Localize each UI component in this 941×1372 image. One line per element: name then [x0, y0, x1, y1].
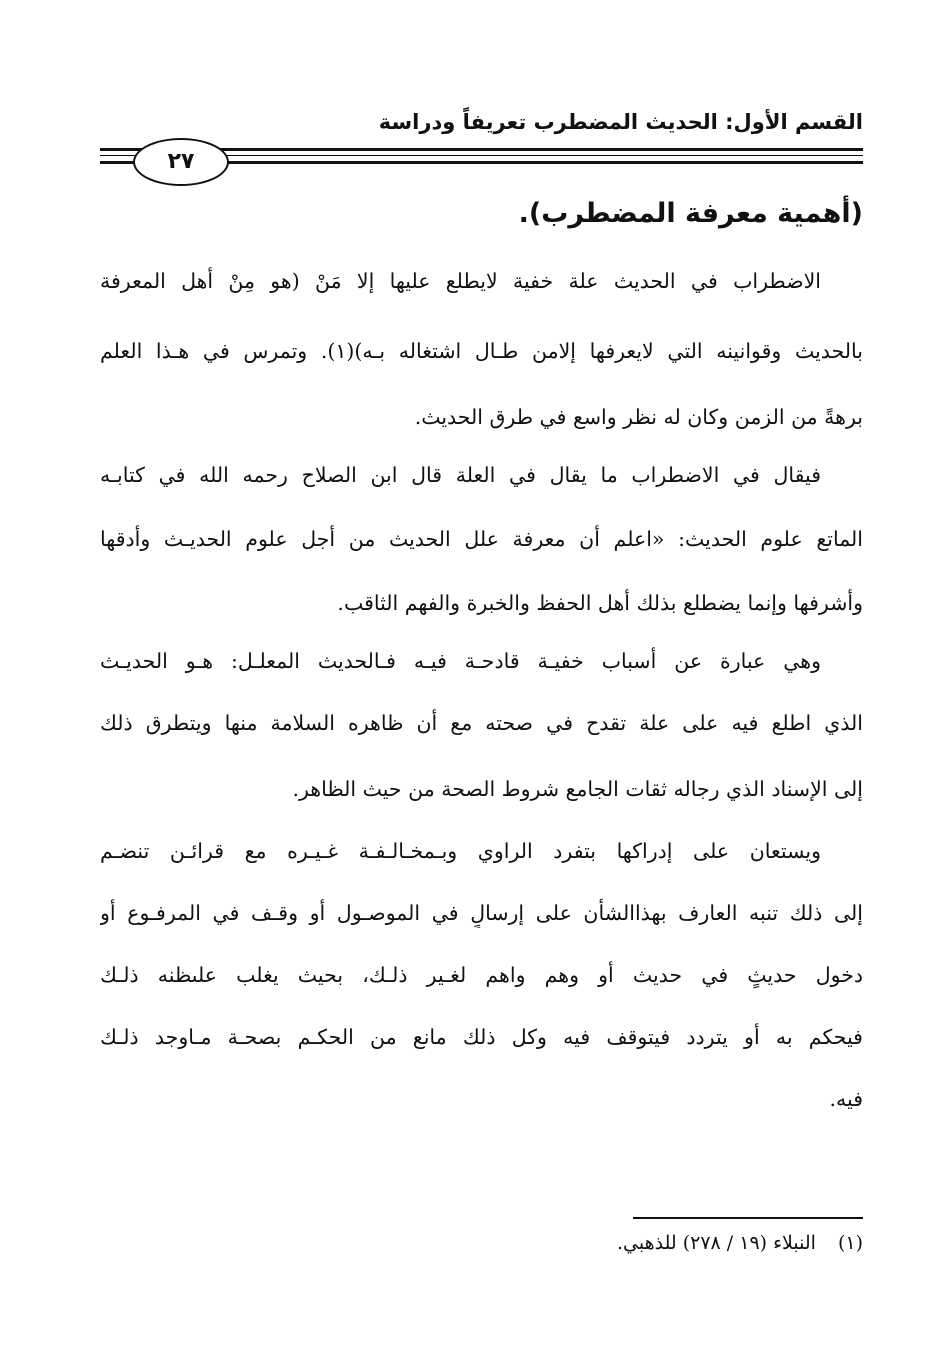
paragraph-2-line-2: الماتع علوم الحديث: «اعلم أن معرفة علل الحديث من أجل علوم الحديـث وأدقها — [100, 527, 863, 551]
paragraph-1-line-3: برهةً من الزمن وكان له نظر واسع في طرق الحديث. — [414, 405, 863, 429]
footnote-text: النبلاء (١٩ / ٢٧٨) للذهبي. — [617, 1232, 816, 1254]
paragraph-1-line-2: بالحديث وقوانينه التي لايعرفها إلامن طـال اشتغاله بـه)(١). وتمرس في هـذا العلم — [100, 339, 863, 363]
page-number: ٢٧ — [133, 138, 229, 186]
paragraph-4-line-1: ويستعان على إدراكها بتفرد الراوي وبـمخـالـفـة غـيـره مع قرائـن تنضـم — [100, 839, 821, 863]
paragraph-4-line-3: دخول حديثٍ في حديث أو وهم واهم لغـير ذلـك، بحيث يغلب علىظنه ذلـك — [100, 963, 863, 987]
footnote-number: (١) — [837, 1232, 863, 1254]
paragraph-4-line-2: إلى ذلك تنبه العارف بهذاالشأن على إرسالٍ في الموصـول أو وقـف في المرفـوع أو — [100, 901, 863, 925]
footnote — [463, 1232, 863, 1254]
paragraph-4-line-5: فيه. — [829, 1087, 863, 1111]
paragraph-3-line-3: إلى الإسناد الذي رجاله ثقات الجامع شروط الصحة من حيث الظاهر. — [292, 777, 863, 801]
paragraph-1-line-1: الاضطراب في الحديث علة خفية لايطلع عليها إلا مَنْ (هو مِنْ أهل المعرفة — [100, 269, 821, 293]
footnote-separator — [633, 1217, 863, 1219]
section-title: (أهمية معرفة المضطرب). — [518, 198, 863, 229]
paragraph-3-line-1: وهي عبارة عن أسباب خفيـة قادحـة فيـه فـالحديث المعلـل: هـو الحديـث — [100, 649, 821, 673]
paragraph-2-line-1: فيقال في الاضطراب ما يقال في العلة قال ابن الصلاح رحمه الله في كتابـه — [100, 463, 821, 487]
paragraph-3-line-2: الذي اطلع فيه على علة تقدح في صحته مع أن ظاهره السلامة منها ويتطرق ذلك — [100, 711, 863, 735]
running-header-title: القسم الأول: الحديث المضطرب تعريفاً ودراسة — [378, 110, 863, 134]
paragraph-4-line-4: فيحكم به أو يتردد فيتوقف فيه وكل ذلك مانع من الحكـم بصحـة مـاوجد ذلـك — [100, 1025, 863, 1049]
paragraph-2-line-3: وأشرفها وإنما يضطلع بذلك أهل الحفظ والخبرة والفهم الثاقب. — [337, 591, 863, 615]
